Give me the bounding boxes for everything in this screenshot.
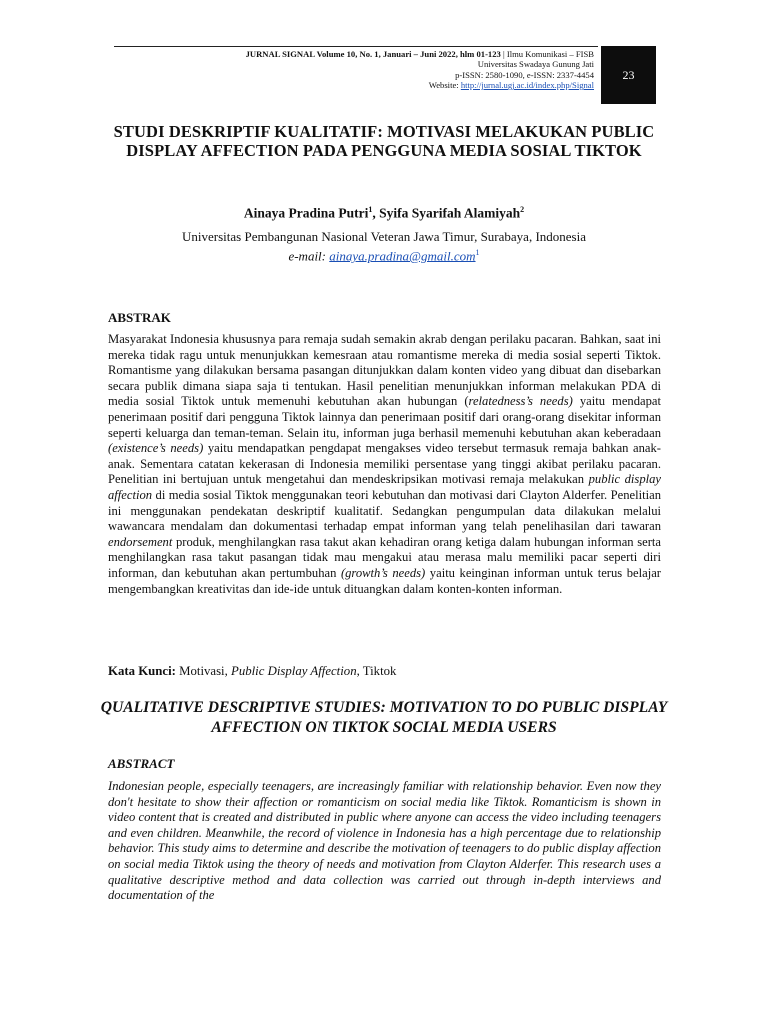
website-line bbox=[114, 80, 594, 90]
keywords-label: Kata Kunci: bbox=[108, 664, 176, 678]
keyword-2: Public Display Affection bbox=[231, 664, 357, 678]
abstrak-body bbox=[108, 332, 661, 597]
keywords bbox=[108, 664, 396, 679]
abstrak-italic-4: endorsement bbox=[108, 534, 173, 549]
page-number-box bbox=[601, 46, 656, 104]
keyword-1: Motivasi, bbox=[175, 664, 232, 678]
email-line bbox=[100, 245, 668, 264]
abstract-heading: ABSTRACT bbox=[108, 756, 175, 771]
abstrak-text-3: yaitu mendapatkan pengdapat mengakses video tersebut termasuk remaja bahkan anak-anak. Sementara catatan kekerasan di Indonesia memiliki persentase yang tinggi akibat perilaku pacaran. Penelitian ini bertujuan untuk mengetahui dan mendeskripsikan motivasi remaja melakukan bbox=[108, 441, 661, 487]
website-label: Website: bbox=[428, 80, 459, 91]
abstrak-text-6: yaitu keinginan informan untuk terus belajar mengembangkan kreativitas dan ide-ide untuk dituangkan dalam konten-konten informan. bbox=[108, 565, 661, 596]
english-title: QUALITATIVE DESCRIPTIVE STUDIES: MOTIVATION TO DO PUBLIC DISPLAY AFFECTION ON TIKTOK SOCIAL MEDIA USERS bbox=[100, 699, 668, 736]
running-header bbox=[114, 49, 594, 91]
abstrak-italic-3: public display affection bbox=[108, 472, 662, 502]
paper-title: STUDI DESKRIPTIF KUALITATIF: MOTIVASI MELAKUKAN PUBLIC DISPLAY AFFECTION PADA PENGGUNA MEDIA SOSIAL TIKTOK bbox=[113, 122, 655, 160]
email-link[interactable]: ainaya.pradina@gmail.com bbox=[329, 248, 476, 264]
affiliation: Universitas Pembangunan Nasional Veteran Jawa Timur, Surabaya, Indonesia bbox=[182, 229, 586, 244]
authors bbox=[100, 202, 668, 222]
author-2: Syifa Syarifah Alamiyah bbox=[379, 205, 521, 221]
email-sup: 1 bbox=[475, 248, 480, 257]
abstrak-italic-1: relatedness’s needs) bbox=[468, 394, 573, 409]
author-2-sup: 2 bbox=[520, 205, 525, 214]
abstrak-text-1: Masyarakat Indonesia khususnya para remaja sudah semakin akrab dengan perilaku pacaran. Bahkan, saat ini mereka tidak ragu untuk menunjukkan kemesraan atau romantisme mereka di media sosial seperti Tiktok. Romantisme yang dilakukan bersama pasangan ditunjukkan dalam konten video yang dibuat dan disebarkan secara publik dimana siapa saja ti tentukan. Hasil penelitian menunjukkan informan melakukan PDA di media sosial Tiktok untuk memenuhi kebutuhan akan hubungan ( bbox=[108, 332, 661, 409]
abstrak-text-2: yaitu mendapat penerimaan positif dari pengguna Tiktok lainnya dan penerimaan positif dari orang-orang disekitar informan seperti keluarga dan teman-teman. Selain itu, informan juga berhasil memenuhi kebutuhan akan keberadaan bbox=[108, 394, 661, 440]
author-1: Ainaya Pradina Putri bbox=[243, 205, 369, 221]
abstrak-text-4: di media sosial Tiktok menggunakan teori kebutuhan dan motivasi dari Clayton Alderfer. Penelitian ini menggunakan pendekatan deskriptif kualitatif. Sedangkan pengumpulan data dilakukan melalui wawancara mendalam dan dokumentasi terhadap empat informan yang telah penelihasilan dari tawaran bbox=[108, 487, 661, 534]
abstract-body: Indonesian people, especially teenagers, are increasingly familiar with relationship behavior. Even now they don't hesitate to show their affection or romanticism on social media like Tiktok. Romanticism is shown in video content that is created and distributed in public where anyone can access the video including teenagers and even children. Meanwhile, the record of violence in Indonesia has a high percentage due to relationship behavior. This study aims to determine and describe the motivation of teenagers to do public display affection on social media Tiktok using the theory of needs and motivation from Clayton Alderfer. This research uses a qualitative descriptive method and data collection was carried out through in-depth interviews and documentation of the bbox=[108, 779, 661, 903]
abstrak-heading: ABSTRAK bbox=[108, 310, 171, 325]
header-rule bbox=[114, 46, 598, 47]
journal-line bbox=[114, 49, 594, 59]
author-separator: , bbox=[372, 205, 380, 221]
abstrak-text-5: produk, menghilangkan rasa takut akan kehadiran orang ketiga dalam hubungan informan serta menghilangkan rasa takut pasangan tidak mau mengakui atau merasa malu memiliki pacar seperti diri informan, dan kebutuhan akan pertumbuhan bbox=[108, 534, 661, 580]
journal-name: JURNAL SIGNAL Volume 10, No. 1, Januari – Juni 2022, hlm 01-123 bbox=[245, 49, 501, 59]
university-line: Universitas Swadaya Gunung Jati bbox=[477, 59, 594, 70]
journal-field: | Ilmu Komunikasi – FISB bbox=[502, 49, 594, 59]
author-1-sup: 1 bbox=[368, 205, 373, 214]
abstrak-italic-2: (existence’s needs) bbox=[108, 441, 204, 456]
website-link[interactable]: http://jurnal.ugj.ac.id/index.php/Signal bbox=[460, 80, 594, 91]
abstrak-italic-5: (growth’s needs) bbox=[340, 565, 426, 580]
issn-line: p-ISSN: 2580-1090, e-ISSN: 2337-4454 bbox=[455, 69, 594, 80]
page-number: 23 bbox=[622, 67, 635, 82]
email-label: e-mail: bbox=[288, 248, 330, 264]
keyword-3: , Tiktok bbox=[356, 664, 397, 678]
